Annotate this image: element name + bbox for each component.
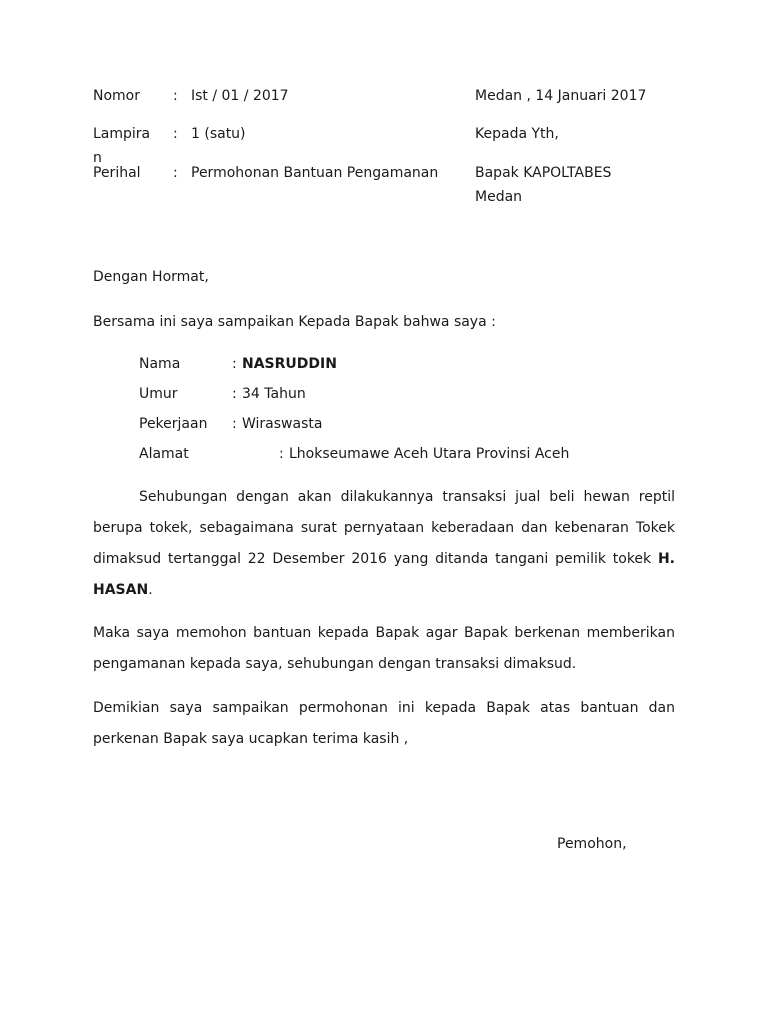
pekerjaan-label: Pekerjaan: [139, 416, 208, 432]
nomor-value: Ist / 01 / 2017: [191, 88, 289, 104]
umur-label: Umur: [139, 386, 178, 402]
paragraph-1-owner-name: H. HASAN: [93, 551, 675, 598]
intro-line: Bersama ini saya sampaikan Kepada Bapak bahwa saya :: [93, 314, 496, 330]
nama-separator: :: [232, 356, 237, 372]
alamat-separator: :: [279, 446, 284, 462]
lampiran-value: 1 (satu): [191, 126, 246, 142]
paragraph-1-text: Sehubungan dengan akan dilakukannya transaksi jual beli hewan reptil berupa tokek, sebagaimana surat pernyataan keberadaan dan kebenaran Tokek dimaksud tertanggal 22 Desember 2016 yang ditanda tangani pemilik tokek: [93, 489, 675, 567]
perihal-value: Permohonan Bantuan Pengamanan: [191, 165, 439, 181]
paragraph-2: Maka saya memohon bantuan kepada Bapak agar Bapak berkenan memberikan pengamanan kepada saya, sehubungan dengan transaksi dimaksud.: [93, 625, 675, 672]
lampiran-label: Lampira: [93, 126, 151, 142]
paragraph-1-end: .: [148, 582, 153, 598]
nama-label: Nama: [139, 356, 181, 372]
lampiran-separator: :: [173, 126, 178, 142]
salutation: Dengan Hormat,: [93, 269, 209, 285]
alamat-value: Lhokseumawe Aceh Utara Provinsi Aceh: [289, 446, 570, 462]
alamat-label: Alamat: [139, 446, 189, 462]
pekerjaan-separator: :: [232, 416, 237, 432]
umur-separator: :: [232, 386, 237, 402]
nama-value: NASRUDDIN: [242, 356, 337, 372]
recipient-name: Bapak KAPOLTABES: [475, 165, 612, 181]
umur-value: 34 Tahun: [242, 386, 306, 402]
nomor-label: Nomor: [93, 88, 140, 104]
perihal-label: Perihal: [93, 165, 141, 181]
place-date: Medan , 14 Januari 2017: [475, 88, 647, 104]
nomor-separator: :: [173, 88, 178, 104]
kepada-yth: Kepada Yth,: [475, 126, 559, 142]
signer-label: Pemohon,: [557, 836, 627, 852]
paragraph-1: [93, 482, 675, 606]
lampiran-label-wrap: n: [93, 150, 102, 166]
pekerjaan-value: Wiraswasta: [242, 416, 323, 432]
perihal-separator: :: [173, 165, 178, 181]
paragraph-3: Demikian saya sampaikan permohonan ini kepada Bapak atas bantuan dan perkenan Bapak saya ucapkan terima kasih ,: [93, 700, 675, 747]
recipient-city: Medan: [475, 189, 523, 205]
